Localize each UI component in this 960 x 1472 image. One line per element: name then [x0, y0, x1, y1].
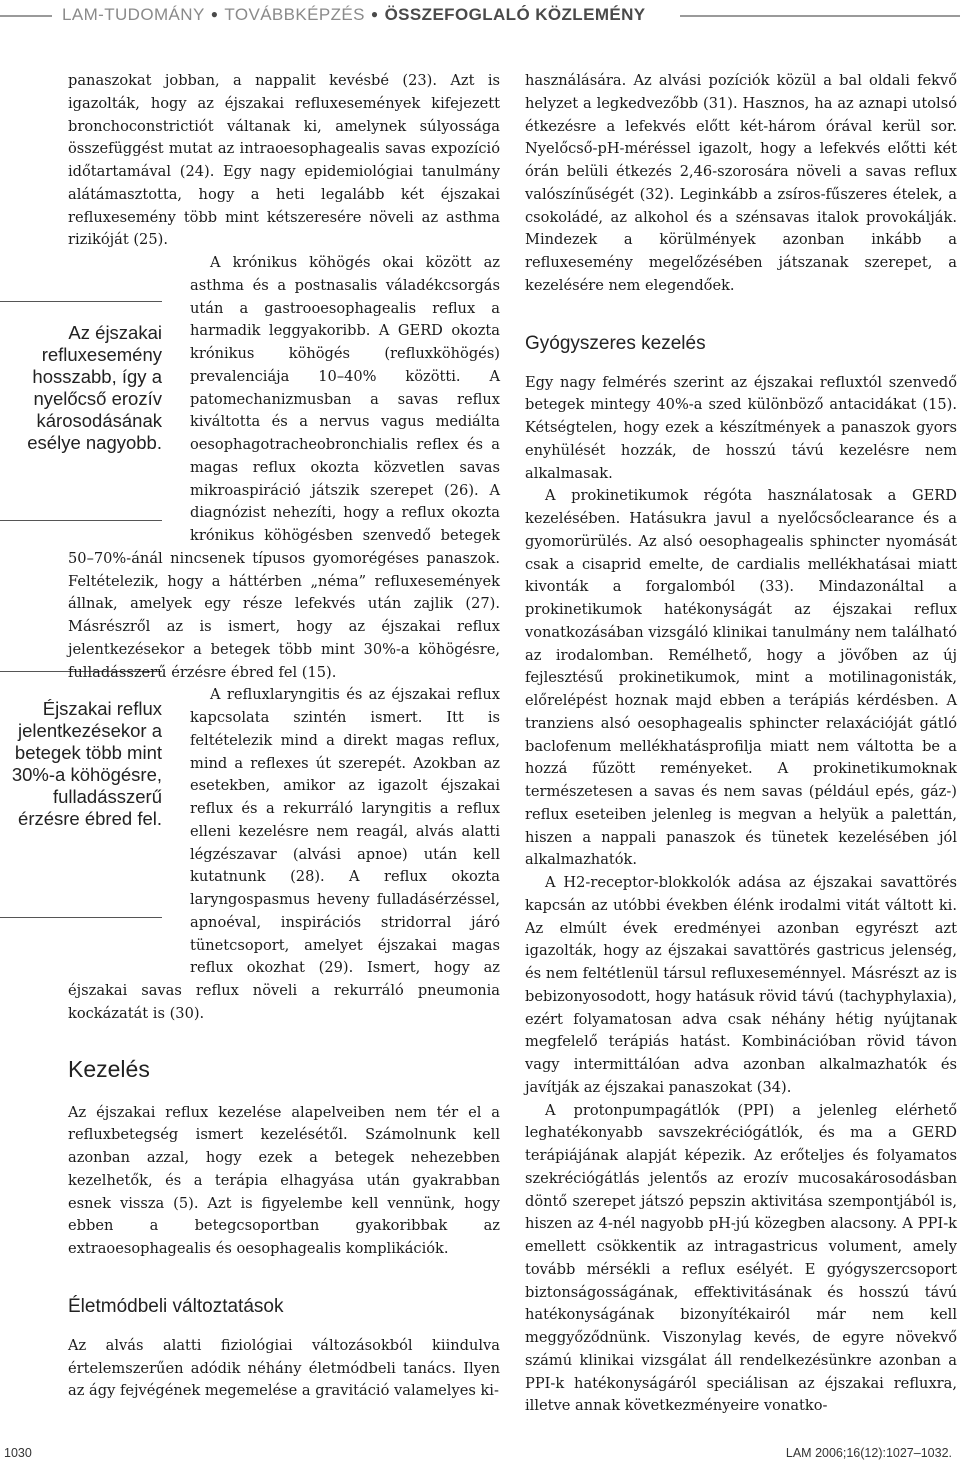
paragraph: Az éjszakai reflux kezelése alapelveiben nem tér el a refluxbetegség ismert kezelésétől. Számolnunk kell azonban azzal, hogy ezek a betegek nehezebben kezelhetők, és a terápia elhagyása után gyakrabban esnek vissza (5). Azt is figyelembe kell vennünk, hogy ebben a betegcsoportban gyakoribbak az extraoesophagealis és oesophagealis komplikációk.: [68, 1103, 500, 1257]
running-header: [62, 2, 677, 28]
paragraph: A krónikus köhögés okai között az asthma és a postnasalis váladékcsorgás után a gastrooesophagealis reflux a harmadik leggyakoribb. A GERD okozta krónikus köhögés (refluxköhögés) prevalenciája 10–40% közötti. A patomechanizmusban a savas reflux kiváltotta és a nervus vagus mediálta oesophagotracheobronchialis reflex és a magas reflux okozta közvetlen savas mikroaspiráció játszik szerepet (26). A diagnózist nehezíti, hogy a reflux okozta krónikus köhögésben szenvedő betegek 50–70%-ánál nincsenek típusos gyomorégéses panaszok. Feltételezik, hogy a háttérben „néma” refluxesemények állnak, amelyek egy része lefekvés után zajlik (27). Másrészről az is ismert, hogy az éjszakai reflux jelentkezésekor a betegek több mint 30%-a köhögésre, fulladásszerű érzésre ébred fel (15).: [68, 254, 500, 681]
paragraph: A refluxlaryngitis és az éjszakai reflux kapcsolata szintén ismert. Itt is feltételezik mind a direkt magas reflux, mind a reflexes út szerepét. Azokban az esetekben, amikor az igazolt éjszakai reflux és a rekurráló laryngitis a reflux elleni kezelésre nem reagál, alvás alatti légzészavar (alvási apnoe) után kell kutatnunk (28). A reflux okozta laryngospasmus heveny fulladásérzéssel, apnoéval, inspirációs stridorral járó tünetcsoport, amelyet éjszakai magas reflux okozhat (29). Ismert, hogy az éjszakai savas reflux növeli a rekurráló pneumonia kockázatát is (30).: [68, 686, 500, 1022]
paragraph: panaszokat jobban, a nappalit kevésbé (23). Azt is igazolták, hogy az éjszakai refluxesemények kifejezett bronchoconstrictiót váltanak ki, amelynek súlyossága összefüggést mutat az intraoesophagealis savas expozíció időtartamával (24). Egy nagy epidemiológiai tanulmány alátámasztotta, hogy a heti legalább két éjszakai refluxesemény több mint kétszeresére növeli az asthma rizikóját (25).: [68, 72, 500, 249]
pullquote-1: Az éjszakai refluxesemény hosszabb, így a nyelőcső erozív károsodásának esélye nagyobb.: [27, 322, 162, 453]
journal-citation: LAM 2006;16(12):1027–1032.: [785, 1446, 952, 1460]
subsection-heading-eletmod: Életmódbeli változtatások: [68, 1295, 284, 1317]
page-number: 1030: [4, 1446, 32, 1460]
bullet-icon: ●: [370, 7, 379, 21]
paragraph: használására. Az alvási pozíciók közül a bal oldali fekvő helyzet a legkedvezőbb (31). Hasznos, ha az aznapi utolsó étkezésre a lefekvés előtt két-három órával kerül sor. Nyelőcső-pH-méréssel igazolt, hogy a lefekvés előtti két órán belüli étkezés 2,46-szorosára növeli a savas reflux valószínűségét (32). Leginkább a zsíros-fűszeres ételek, a csokoládé, az alkohol és a szénsavas italok provokálják. Mindezek a körülmények azonban inkább a refluxesemény megelőzésében játszanak szerepet, a kezelésére nem elegendőek.: [525, 72, 957, 294]
header-section-1: LAM-TUDOMÁNY: [62, 5, 205, 24]
text-column-left: [68, 70, 500, 1403]
header-section-2: TOVÁBBKÉPZÉS: [224, 5, 365, 24]
pullquote-2: Éjszakai reflux jelentkezésekor a betegek több mint 30%-a köhögésre, fulladásszerű érzésre ébred fel.: [11, 698, 162, 829]
pullquote-gutter: [68, 684, 190, 966]
section-heading-kezeles: Kezelés: [68, 1055, 150, 1082]
header-section-3: ÖSSZEFOGLALÓ KÖZLEMÉNY: [384, 5, 646, 24]
paragraph: Az alvás alatti fiziológiai változásokból kiindulva értelemszerűen adódik néhány életmódbeli tanács. Ilyen az ágy fejvégének megemelése a gravitáció valamelyes ki-: [68, 1336, 500, 1400]
pullquote-gutter: [68, 252, 190, 527]
paragraph: A H2-receptor-blokkolók adása az éjszakai savattörés kapcsán az utóbbi években élénk irodalmi vitát váltott ki. Az elmúlt évek eredményei azonban egyrészt azt igazolták, hogy az éjszakai savattörés gastricus jelenség, és nem feltétlenül társul refluxeseménnyel. Másrészt az is bebizonyosodott, hogy hatásuk rövid távú (tachyphylaxia), ezért folyamatosan adva csak néhány hétig nyújtanak megfelelő terápiás hatást. Kombinációban rövid távon vagy intermittálóan adva azonban alkalmazhatók és javítják az éjszakai panaszokat (34).: [525, 874, 957, 1096]
paragraph: Egy nagy felmérés szerint az éjszakai refluxtól szenvedő betegek mintegy 40%-a szed különböző antacidákat (15). Kétségtelen, hogy ezek a készítmények a panaszok gyors enyhülését hozzák, de hosszú távú kezelésre nem alkalmasak.: [525, 373, 957, 482]
header-rule-right: [680, 15, 960, 17]
paragraph: A prokinetikumok régóta használatosak a GERD kezelésében. Hatásukra javul a nyelőcsőclearance és a gyomorürülés. Az alsó oesophagealis sphincter nyomását csak a cisaprid emelte, de cardialis mellékhatásai miatt kivonták a forgalomból (33). Mindazonáltal a prokinetikumok hatékonyságát az éjszakai reflux vonatkozásában vizsgáló klinikai tanulmány nem található az irodalomban. Remélhető, hogy a jövőben az új fejlesztésű prokinetikumok, mint a motilinagonisták, előrelépést hoznak majd ebben a terápiás kérdésben. A tranziens alsó oesophagealis sphincter relaxációját gátló baclofenum mellékhatásprofilja miatt nem váltotta be a hozzá fűzött reményeket. A prokinetikumoknak természetesen a savas és nem savas (például epés, gáz-) reflux eseteiben jelenleg is megvan a helyük a palettán, hiszen a nappali panaszok és tünetek kezelésében jól alkalmazhatók.: [525, 487, 957, 869]
subsection-heading-gyogyszeres: Gyógyszeres kezelés: [525, 332, 706, 354]
text-column-right: [525, 70, 957, 1418]
paragraph: A protonpumpagátlók (PPI) a jelenleg elérhető leghatékonyabb savszekréciógátlók, és ma a GERD terápiájának alapját képezik. Az erőteljes és folyamatos szekréciógátlás jelentős az erozív mucosakárosodásban döntő szerepet játszó pepszin aktivitása szempontjából is, hiszen az 4-nél nagyobb pH-jú közegben alacsony. A PPI-k emellett csökkentik az intragastricus volument, amely tovább mérsékli a reflux esélyét. E gyógyszercsoport biztonságosságának, effektivitásának és hosszú távú hatékonyságának bizonyítékairól már nem kell meggyőződnünk. Viszonylag kevés, de egyre növekvő számú klinikai vizsgálat áll rendelkezésünkre azonban a PPI-k hatékonyságáról speciálisan az éjszakai refluxra, illetve annak következményeire vonatko-: [525, 1101, 957, 1415]
bullet-icon: ●: [210, 7, 219, 21]
header-rule-left: [0, 15, 52, 17]
